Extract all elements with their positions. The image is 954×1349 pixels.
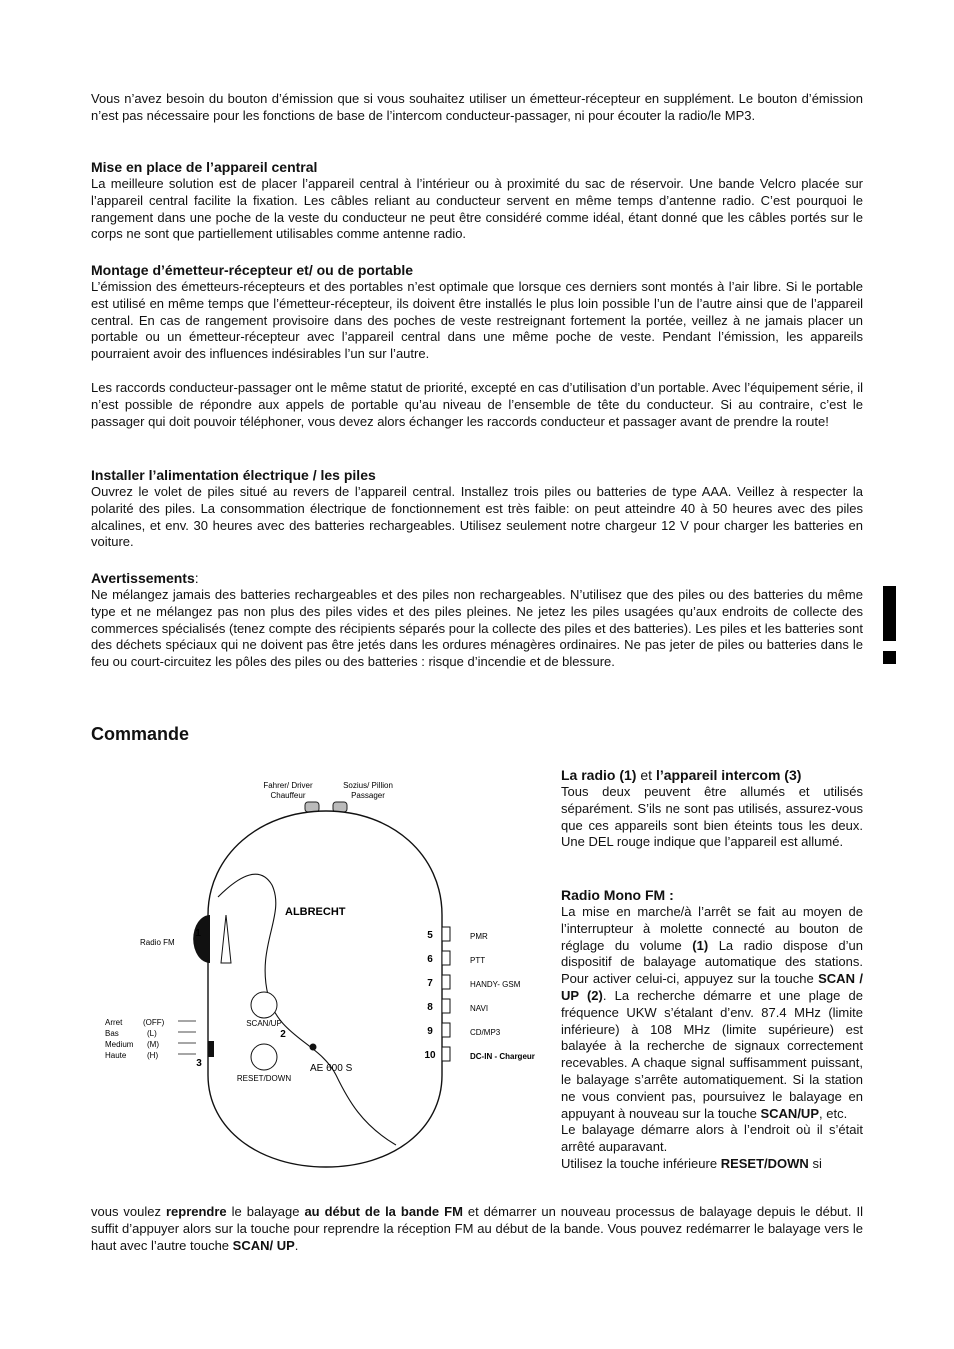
section-warnings (91, 570, 863, 671)
port-number: 9 (427, 1026, 433, 1037)
section-text: L’émission des émetteurs-récepteurs et des portables n’est optimale que lorsque ces derniers sont montés à l’air libre. Si le portable est utilisé en même temps que l’émetteur-récepteur, ils doivent être installés le plus loin possible l’un de l’autre ainsi que de l’appareil central. En cas de rangement provisoire dans des poches de veste restreignant fortement la portée, veillez à ne jamais placer un portable ou un émetteur-récepteur avec l’appareil central dans une même poche de veste. Pendant l’émission, les appareils pourraient avoir des influences indésirables l’un sur l’autre. (91, 279, 863, 362)
label-3: 3 (196, 1058, 202, 1069)
port-number: 5 (427, 930, 433, 941)
port-jack (442, 1023, 450, 1037)
vol-val: (L) (147, 1029, 157, 1038)
label-1: 1 (195, 928, 201, 939)
section-text: Ne mélangez jamais des batteries rechargeables et des piles non rechargeables. N’utilisez que des piles ou des batteries du même type et ne mélangez pas non plus des piles vides et des piles pleines. Ne jetez les piles usagées qu’aux endroits de collecte des commerces spécialisés (tenez compte des récipients séparés pour la collecte des piles et des batteries). Les piles et les batteries sont des déchets spéciaux qui ne doivent pas être jetés dans les ordures ménagères ordinaires. Ne pas jeter de piles ou batteries dans le feu ou court-circuitez les pôles des piles ou des batteries : risque d’incendie et de blessure. (91, 587, 863, 670)
vol-val: (M) (147, 1040, 159, 1049)
vol-name: Haute (105, 1051, 127, 1060)
vol-name: Arret (105, 1018, 123, 1027)
section-heading: Avertissements: (91, 570, 199, 586)
port-number: 6 (427, 954, 433, 965)
driver-label: Fahrer/ Driver (263, 781, 313, 790)
passenger-label-fr: Passager (351, 791, 385, 800)
volume-legend (105, 1018, 196, 1060)
reset-down-button (251, 1044, 277, 1070)
volume-wheel (193, 915, 210, 963)
intercom-switch (208, 1041, 214, 1057)
brand-logo: ALBRECHT (285, 906, 346, 918)
scan-up-button (251, 992, 277, 1018)
section-radio-intercom (561, 767, 863, 851)
device-body (208, 811, 442, 1167)
port-label: PMR (470, 932, 488, 941)
port-label: DC-IN - Chargeur (470, 1052, 535, 1061)
device-diagram (100, 775, 550, 1175)
section-power (91, 467, 863, 551)
port-jack (442, 927, 450, 941)
radio-fm-label: Radio FM (140, 938, 175, 947)
vol-val: (OFF) (143, 1018, 165, 1027)
port-jack (442, 951, 450, 965)
vol-name: Medium (105, 1040, 134, 1049)
scan-up-label: SCAN/UP (246, 1019, 282, 1028)
section-text: Ouvrez le volet de piles situé au revers de l’appareil central. Installez trois piles ou batteries de type AAA. Veillez à respecter la polarité des piles. La consommation électrique de fonctionnement est très faible: on peut atteindre 40 à 50 heures avec des piles alcalines, et env. 30 heures avec des batteries rechargeables. Utilisez seulement notre chargeur 12 V pour charger les batteries en voiture. (91, 484, 863, 550)
final-paragraph: vous voulez reprendre le balayage au début de la bande FM et démarrer un nouveau processus de balayage depuis le début. Il suffit d’appuyer alors sur la touche pour reprendre la réception FM au début de la bande. Vous pouvez redémarrer le balayage vers le haut avec l’autre touche SCAN/ UP. (91, 1204, 863, 1253)
section-heading: Mise en place de l’appareil central (91, 159, 318, 175)
chapter-tab (883, 586, 896, 641)
section-mounting (91, 262, 863, 430)
section-text-2: Le balayage démarre alors à l’endroit où il s’était arrêté auparavant. (561, 1122, 863, 1155)
model-label: AE 600 S (310, 1063, 353, 1074)
label-2: 2 (280, 1029, 286, 1040)
port-number: 8 (427, 1002, 433, 1013)
port-jack (442, 1047, 450, 1061)
port-label: PTT (470, 956, 486, 965)
section-text: La mise en marche/à l’arrêt se fait au moyen de l’interrupteur à molette connecté au bouton de réglage du volume (1) La radio dispose d’un dispositif de balayage automatique des stations. Pour activer celui-ci, appuyez sur la touche SCAN / UP (2). La recherche démarre et une plage de fréquence UKW s’étalant d’env. 87.4 MHz (limite inférieure) à 108 MHz (limite supérieure) est balayée à la recherche de signaux correctement recevables. A chaque signal suffisamment puissant, le balayage s’arrête automatiquement. Si la station ne vous convient pas, poursuivez le balayage en appuyant à nouveau sur la touche SCAN/UP, etc. (561, 904, 864, 1121)
port-label: HANDY- GSM (470, 980, 521, 989)
section-placement (91, 159, 863, 243)
section-heading: Radio Mono FM : (561, 887, 674, 903)
section-text: La meilleure solution est de placer l’appareil central à l’intérieur ou à proximité du sac de réservoir. Une bande Velcro placée sur l’appareil central facilite la fixation. Les câbles reliant au conducteur servent en même temps d’antenne radio. C’est pourquoi le rangement dans une poche de la veste du conducteur ne peut être considéré comme idéal, étant donné que les câbles portés sur le corps ne sont que partiellement utilisables comme antenne radio. (91, 176, 863, 242)
port-label: CD/MP3 (470, 1028, 501, 1037)
passenger-label: Sozius/ Pillion (343, 781, 393, 790)
section-text: Tous deux peuvent être allumés et utilisés séparément. S’ils ne sont pas utilisés, assurez-vous que ces appareils sont bien éteints tous les deux. Une DEL rouge indique que l’appareil est allumé. (561, 784, 863, 850)
section-heading: La radio (1) et l’appareil intercom (3) (561, 767, 802, 783)
port-label: NAVI (470, 1004, 489, 1013)
intro-paragraph: Vous n’avez besoin du bouton d’émission que si vous souhaitez utiliser un émetteur-récepteur en supplément. Le bouton d’émission n’est pas nécessaire pour les fonctions de base de l’intercom conducteur-passager, ni pour écouter la radio/le MP3. (91, 91, 863, 123)
port-number: 10 (424, 1050, 436, 1061)
port-jack (442, 999, 450, 1013)
section-heading: Montage d’émetteur-récepteur et/ ou de portable (91, 262, 414, 278)
section-heading: Installer l’alimentation électrique / les piles (91, 467, 376, 483)
vol-val: (H) (147, 1051, 159, 1060)
port-jack (442, 975, 450, 989)
driver-label-fr: Chauffeur (270, 791, 306, 800)
port-number: 7 (427, 978, 433, 989)
page-title-commande: Commande (91, 724, 190, 744)
reset-down-label: RESET/DOWN (236, 1074, 292, 1083)
section-radio-mono (561, 887, 863, 1173)
chapter-tab-marker (883, 651, 896, 664)
vol-name: Bas (105, 1029, 119, 1038)
section-text-2: Les raccords conducteur-passager ont le même statut de priorité, excepté en cas d’utilisation d’un portable. Avec l’équipement série, il n’est possible de répondre aux appels de portable qu’au niveau de l’ensemble de tête du conducteur. Si au contraire, c’est le passager qui doit pouvoir téléphoner, vous devez alors échanger les raccords conducteur et passager avant de prendre la route! (91, 379, 863, 429)
power-led (310, 1044, 317, 1051)
section-text-3: Utilisez la touche inférieure RESET/DOWN si (561, 1155, 822, 1171)
